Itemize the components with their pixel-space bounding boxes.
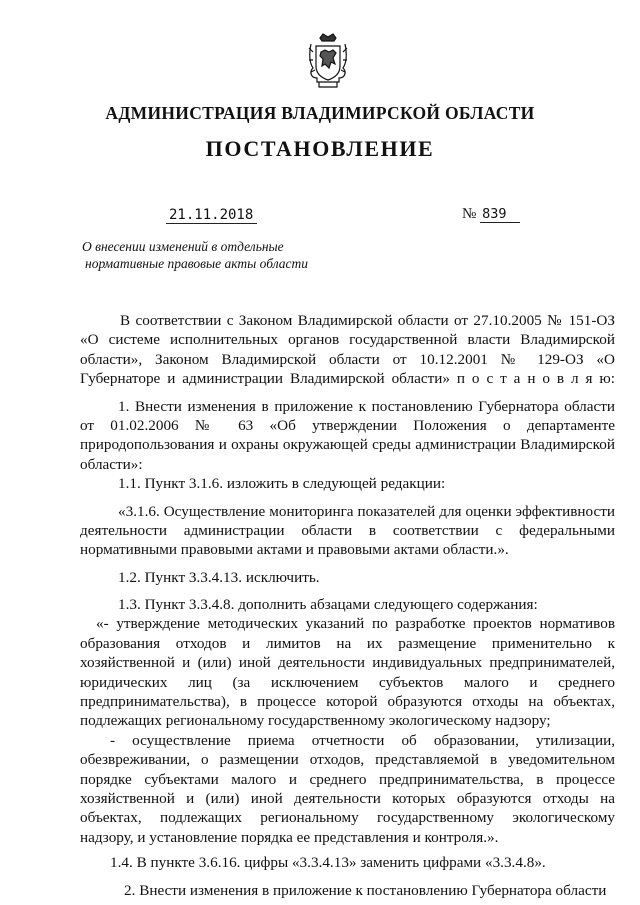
body-line: Губернаторе и администрации Владимирской области» п о с т а н о в л я ю:: [80, 370, 615, 388]
body-line: В соответствии с Законом Владимирской области от 27.10.2005 № 151-ОЗ: [120, 312, 615, 329]
body-line: хозяйственной и (или) иной деятельности индивидуальных предпринимателей,: [80, 654, 615, 672]
body-line: порядке субъектами малого и среднего предпринимательства, в процессе: [80, 770, 615, 788]
body-line: нормативными правовыми актами и правовыми актами области.».: [80, 541, 509, 559]
document-body: [80, 311, 615, 900]
body-line: «- утверждение методических указаний по разработке проектов нормативов: [96, 615, 615, 633]
organization-title: АДМИНИСТРАЦИЯ ВЛАДИМИРСКОЙ ОБЛАСТИ: [105, 103, 535, 123]
coat-of-arms-icon: [303, 32, 353, 90]
body-line: хозяйственной и (или) иной деятельности которых образуются отходы на: [80, 789, 615, 807]
body-line: 1. Внести изменения в приложение к постановлению Губернатора области: [118, 397, 615, 415]
body-line: юридических лиц (за исключением субъектов малого и среднего: [80, 673, 615, 691]
body-line: 1.4. В пункте 3.6.16. цифры «3.3.4.13» заменить цифрами «3.3.4.8».: [110, 854, 546, 872]
body-line: от 01.02.2006 № 63 «Об утверждении Положения о департаменте: [80, 416, 615, 434]
body-line: «3.1.6. Осуществление мониторинга показателей для оценки эффективности: [118, 502, 615, 520]
number-label: №: [462, 206, 477, 222]
subject-line: нормативные правовые акты области: [85, 256, 308, 271]
body-line: - осуществление приема отчетности об образовании, утилизации,: [110, 731, 615, 749]
body-line: надзору, и установление порядка ее представления и контроля.».: [80, 828, 499, 846]
document-subject: [82, 238, 342, 272]
document-type-title: ПОСТАНОВЛЕНИЕ: [205, 136, 435, 161]
number-value: 839: [480, 206, 520, 223]
body-line: 2. Внести изменения в приложение к постановлению Губернатора области: [124, 881, 607, 899]
body-line: 1.2. Пункт 3.3.4.13. исключить.: [118, 568, 320, 586]
body-line: обезвреживании, о размещении отходов, представляемой в уведомительном: [80, 751, 615, 769]
document-date: 21.11.2018: [166, 207, 257, 224]
body-line: образования отходов и лимитов на их размещение применительно к: [80, 634, 615, 652]
body-line: объектах, подлежащих региональному государственному экологическому: [80, 809, 615, 827]
document-number: [462, 206, 520, 223]
body-line: «О системе исполнительных органов государственной власти Владимирской: [80, 331, 615, 349]
body-line: области»:: [80, 455, 143, 473]
body-line: области», Законом Владимирской области от 10.12.2001 № 129-ОЗ «О: [80, 350, 615, 368]
subject-line: О внесении изменений в отдельные: [82, 239, 284, 254]
body-line: предпринимательства), в процессе которой образуются отходы на объектах,: [80, 693, 615, 711]
body-line: деятельности администрации области в соответствии с федеральными: [80, 521, 615, 539]
body-line: подлежащих региональному государственному экологическому надзору;: [80, 712, 551, 730]
body-line: природопользования и охраны окружающей среды администрации Владимирской: [80, 436, 615, 454]
body-line: 1.3. Пункт 3.3.4.8. дополнить абзацами следующего содержания:: [118, 596, 538, 614]
body-line: 1.1. Пункт 3.1.6. изложить в следующей редакции:: [118, 475, 446, 493]
